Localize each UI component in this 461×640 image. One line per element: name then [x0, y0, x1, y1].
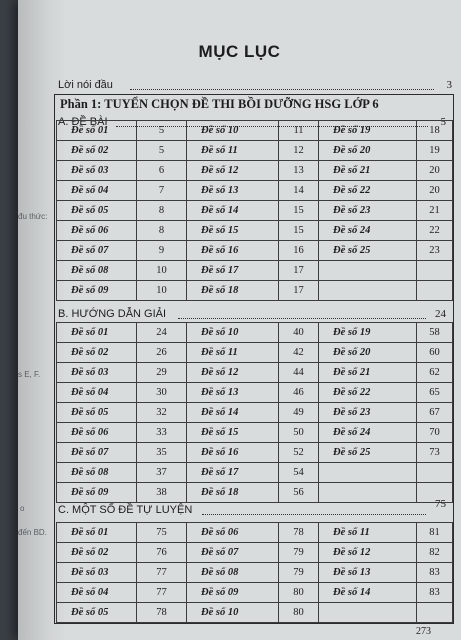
toc-entry-title[interactable]: Đề số 03: [57, 161, 137, 181]
toc-entry-page[interactable]: 22: [417, 221, 453, 241]
toc-entry-title[interactable]: Đề số 02: [57, 543, 137, 563]
toc-entry-page[interactable]: 10: [137, 281, 187, 301]
toc-entry-page[interactable]: 11: [279, 121, 319, 141]
toc-entry-page[interactable]: 78: [137, 603, 187, 623]
toc-entry-page[interactable]: 8: [137, 201, 187, 221]
toc-entry-title[interactable]: Đề số 15: [187, 221, 279, 241]
toc-entry-page[interactable]: 30: [137, 383, 187, 403]
part-title: Phần 1: TUYỂN CHỌN ĐỀ THI BỒI DƯỠNG HSG LỚP 6: [60, 97, 379, 111]
toc-entry-page[interactable]: 15: [279, 201, 319, 221]
toc-entry-page[interactable]: 77: [137, 583, 187, 603]
toc-entry-page[interactable]: 37: [137, 463, 187, 483]
toc-entry-title[interactable]: Đề số 04: [57, 383, 137, 403]
toc-entry-page[interactable]: 14: [279, 181, 319, 201]
toc-entry-title: [319, 463, 417, 483]
toc-entry-title[interactable]: Đề số 08: [57, 261, 137, 281]
toc-entry-title[interactable]: Đề số 10: [187, 603, 279, 623]
toc-entry-title[interactable]: Đề số 01: [57, 121, 137, 141]
toc-entry-title[interactable]: Đề số 02: [57, 343, 137, 363]
toc-entry-page[interactable]: 6: [137, 161, 187, 181]
toc-entry-title[interactable]: Đề số 22: [319, 181, 417, 201]
toc-entry-title[interactable]: Đề số 21: [319, 161, 417, 181]
toc-row: [57, 423, 453, 443]
toc-entry-title[interactable]: Đề số 10: [187, 323, 279, 343]
toc-entry-page[interactable]: 19: [417, 141, 453, 161]
toc-entry-page[interactable]: 13: [279, 161, 319, 181]
toc-entry-page[interactable]: 21: [417, 201, 453, 221]
toc-entry-page[interactable]: 80: [279, 583, 319, 603]
toc-entry-page[interactable]: 26: [137, 343, 187, 363]
toc-entry-page[interactable]: 52: [279, 443, 319, 463]
toc-entry-title[interactable]: Đề số 13: [187, 383, 279, 403]
toc-entry-page[interactable]: 58: [417, 323, 453, 343]
toc-row: [57, 323, 453, 343]
toc-row: [57, 201, 453, 221]
toc-entry-page[interactable]: 49: [279, 403, 319, 423]
toc-entry-title[interactable]: Đề số 16: [187, 443, 279, 463]
toc-entry-title[interactable]: Đề số 05: [57, 201, 137, 221]
toc-row: [57, 543, 453, 563]
toc-entry-title[interactable]: Đề số 09: [57, 483, 137, 503]
toc-row: [57, 563, 453, 583]
toc-row: [57, 363, 453, 383]
toc-entry-title[interactable]: Đề số 18: [187, 281, 279, 301]
toc-entry-page: [417, 603, 453, 623]
toc-entry-page[interactable]: 56: [279, 483, 319, 503]
toc-entry-title[interactable]: Đề số 25: [319, 241, 417, 261]
book-page: [18, 0, 461, 640]
toc-entry-title[interactable]: Đề số 03: [57, 363, 137, 383]
toc-entry-title: [319, 281, 417, 301]
intro-page: 3: [446, 79, 452, 91]
toc-row: [57, 141, 453, 161]
toc-entry-title[interactable]: Đề số 06: [57, 221, 137, 241]
toc-entry-page[interactable]: 7: [137, 181, 187, 201]
margin-note: đến BD.: [18, 528, 47, 537]
toc-entry-page[interactable]: 16: [279, 241, 319, 261]
toc-entry-page[interactable]: 76: [137, 543, 187, 563]
toc-entry-title[interactable]: Đề số 11: [187, 141, 279, 161]
toc-entry-page[interactable]: 82: [417, 543, 453, 563]
toc-row: [57, 221, 453, 241]
toc-entry-title[interactable]: Đề số 20: [319, 343, 417, 363]
toc-row: [57, 343, 453, 363]
toc-entry-page[interactable]: 81: [417, 523, 453, 543]
toc-entry-page[interactable]: 40: [279, 323, 319, 343]
toc-entry-title[interactable]: Đề số 14: [187, 201, 279, 221]
toc-entry-title: [319, 261, 417, 281]
toc-entry-page[interactable]: 65: [417, 383, 453, 403]
toc-entry-page[interactable]: 80: [279, 603, 319, 623]
section-a-table: [56, 120, 453, 301]
toc-entry-page[interactable]: 23: [417, 241, 453, 261]
toc-entry-title[interactable]: Đề số 05: [57, 403, 137, 423]
toc-entry-title[interactable]: Đề số 11: [319, 523, 417, 543]
toc-entry-title[interactable]: Đề số 09: [187, 583, 279, 603]
toc-entry-page[interactable]: 62: [417, 363, 453, 383]
toc-entry-title[interactable]: Đề số 19: [319, 121, 417, 141]
section-b-page: 24: [435, 308, 446, 320]
toc-row: [57, 603, 453, 623]
toc-entry-page[interactable]: 12: [279, 141, 319, 161]
toc-entry-title[interactable]: Đề số 17: [187, 463, 279, 483]
section-b-label: B. HƯỚNG DẪN GIẢI: [58, 308, 167, 320]
toc-row: [57, 121, 453, 141]
toc-entry-title[interactable]: Đề số 01: [57, 523, 137, 543]
toc-entry-page[interactable]: 78: [279, 523, 319, 543]
toc-entry-page[interactable]: 79: [279, 543, 319, 563]
section-a-label: A. ĐỀ BÀI: [58, 116, 108, 128]
leader-dots: [178, 318, 426, 319]
toc-entry-page[interactable]: 17: [279, 281, 319, 301]
toc-row: [57, 523, 453, 543]
toc-row: [57, 261, 453, 281]
toc-entry-page[interactable]: 83: [417, 563, 453, 583]
margin-note: s E, F.: [18, 370, 41, 379]
section-b-heading[interactable]: [54, 306, 454, 322]
toc-entry-page: [417, 261, 453, 281]
section-b-table: [56, 322, 453, 503]
toc-entry-page[interactable]: 77: [137, 563, 187, 583]
toc-row: [57, 281, 453, 301]
toc-row: [57, 161, 453, 181]
toc-row: [57, 463, 453, 483]
toc-entry-title[interactable]: Đề số 03: [57, 563, 137, 583]
section-c-page: 75: [435, 498, 446, 510]
toc-entry-page[interactable]: 15: [279, 221, 319, 241]
toc-entry-page[interactable]: 60: [417, 343, 453, 363]
toc-row: [57, 443, 453, 463]
section-c-label: C. MỘT SỐ ĐỀ TỰ LUYỆN: [58, 504, 193, 516]
toc-entry-title[interactable]: Đề số 22: [319, 383, 417, 403]
toc-entry-page[interactable]: 8: [137, 221, 187, 241]
toc-entry-title[interactable]: Đề số 05: [57, 603, 137, 623]
toc-entry-title[interactable]: Đề số 19: [319, 323, 417, 343]
toc-entry-page: [417, 463, 453, 483]
toc-entry-page[interactable]: 50: [279, 423, 319, 443]
toc-entry-title[interactable]: Đề số 08: [187, 563, 279, 583]
intro-label: Lời nói đầu: [58, 79, 113, 91]
page-title: MỤC LỤC: [198, 42, 281, 61]
toc-entry-title[interactable]: Đề số 18: [187, 483, 279, 503]
toc-entry-title[interactable]: Đề số 14: [319, 583, 417, 603]
toc-entry-title[interactable]: Đề số 23: [319, 403, 417, 423]
toc-entry-title[interactable]: Đề số 07: [187, 543, 279, 563]
toc-entry-title[interactable]: Đề số 07: [57, 241, 137, 261]
toc-entry-title[interactable]: Đề số 13: [319, 563, 417, 583]
toc-entry-page[interactable]: 44: [279, 363, 319, 383]
toc-row: [57, 383, 453, 403]
toc-entry-title[interactable]: Đề số 12: [187, 363, 279, 383]
toc-entry-page[interactable]: 20: [417, 181, 453, 201]
leader-dots: [202, 514, 426, 515]
toc-entry-page[interactable]: 29: [137, 363, 187, 383]
toc-entry-title[interactable]: Đề số 01: [57, 323, 137, 343]
toc-entry-title[interactable]: Đề số 11: [187, 343, 279, 363]
toc-row: [57, 583, 453, 603]
toc-entry-title[interactable]: Đề số 25: [319, 443, 417, 463]
margin-note: đu thức:: [18, 212, 48, 221]
toc-intro-line[interactable]: [54, 78, 454, 94]
toc-entry-page[interactable]: 70: [417, 423, 453, 443]
toc-entry-page[interactable]: 10: [137, 261, 187, 281]
toc-entry-page: [417, 281, 453, 301]
toc-entry-title[interactable]: Đề số 06: [187, 523, 279, 543]
toc-entry-title[interactable]: Đề số 24: [319, 423, 417, 443]
toc-entry-title[interactable]: Đề số 23: [319, 201, 417, 221]
toc-entry-title[interactable]: Đề số 14: [187, 403, 279, 423]
toc-entry-title[interactable]: Đề số 17: [187, 261, 279, 281]
toc-entry-title[interactable]: Đề số 07: [57, 443, 137, 463]
toc-entry-title[interactable]: Đề số 13: [187, 181, 279, 201]
toc-entry-title[interactable]: Đề số 09: [57, 281, 137, 301]
toc-entry-title[interactable]: Đề số 02: [57, 141, 137, 161]
section-c-heading[interactable]: [54, 496, 454, 516]
toc-row: [57, 241, 453, 261]
toc-entry-page[interactable]: 33: [137, 423, 187, 443]
toc-entry-page[interactable]: 83: [417, 583, 453, 603]
toc-entry-title: [319, 603, 417, 623]
toc-entry-page[interactable]: 9: [137, 241, 187, 261]
margin-note: o: [20, 504, 25, 513]
toc-entry-title[interactable]: Đề số 04: [57, 583, 137, 603]
toc-entry-page[interactable]: 17: [279, 261, 319, 281]
toc-entry-page[interactable]: 75: [137, 523, 187, 543]
toc-entry-page[interactable]: 54: [279, 463, 319, 483]
toc-entry-page[interactable]: 5: [137, 141, 187, 161]
toc-entry-title[interactable]: Đề số 16: [187, 241, 279, 261]
toc-entry-page[interactable]: 73: [417, 443, 453, 463]
toc-entry-page[interactable]: 24: [137, 323, 187, 343]
toc-entry-title[interactable]: Đề số 04: [57, 181, 137, 201]
toc-entry-page[interactable]: 79: [279, 563, 319, 583]
toc-entry-page[interactable]: 18: [417, 121, 453, 141]
toc-entry-title[interactable]: Đề số 12: [187, 161, 279, 181]
toc-entry-title[interactable]: Đề số 20: [319, 141, 417, 161]
toc-entry-page[interactable]: 20: [417, 161, 453, 181]
toc-entry-page[interactable]: 35: [137, 443, 187, 463]
toc-entry-page[interactable]: 42: [279, 343, 319, 363]
toc-row: [57, 403, 453, 423]
toc-entry-title[interactable]: Đề số 10: [187, 121, 279, 141]
toc-entry-page[interactable]: 38: [137, 483, 187, 503]
toc-row: [57, 181, 453, 201]
page-number: 273: [416, 626, 431, 637]
toc-entry-title[interactable]: Đề số 15: [187, 423, 279, 443]
toc-entry-title[interactable]: Đề số 12: [319, 543, 417, 563]
toc-entry-title[interactable]: Đề số 08: [57, 463, 137, 483]
toc-entry-page[interactable]: 32: [137, 403, 187, 423]
section-c-table: [56, 522, 453, 623]
toc-entry-page[interactable]: 67: [417, 403, 453, 423]
leader-dots: [130, 89, 434, 90]
toc-entry-title[interactable]: Đề số 24: [319, 221, 417, 241]
toc-entry-title[interactable]: Đề số 21: [319, 363, 417, 383]
toc-entry-page[interactable]: 46: [279, 383, 319, 403]
toc-entry-title[interactable]: Đề số 06: [57, 423, 137, 443]
toc-entry-page[interactable]: 5: [137, 121, 187, 141]
section-a-page: 5: [440, 116, 446, 128]
